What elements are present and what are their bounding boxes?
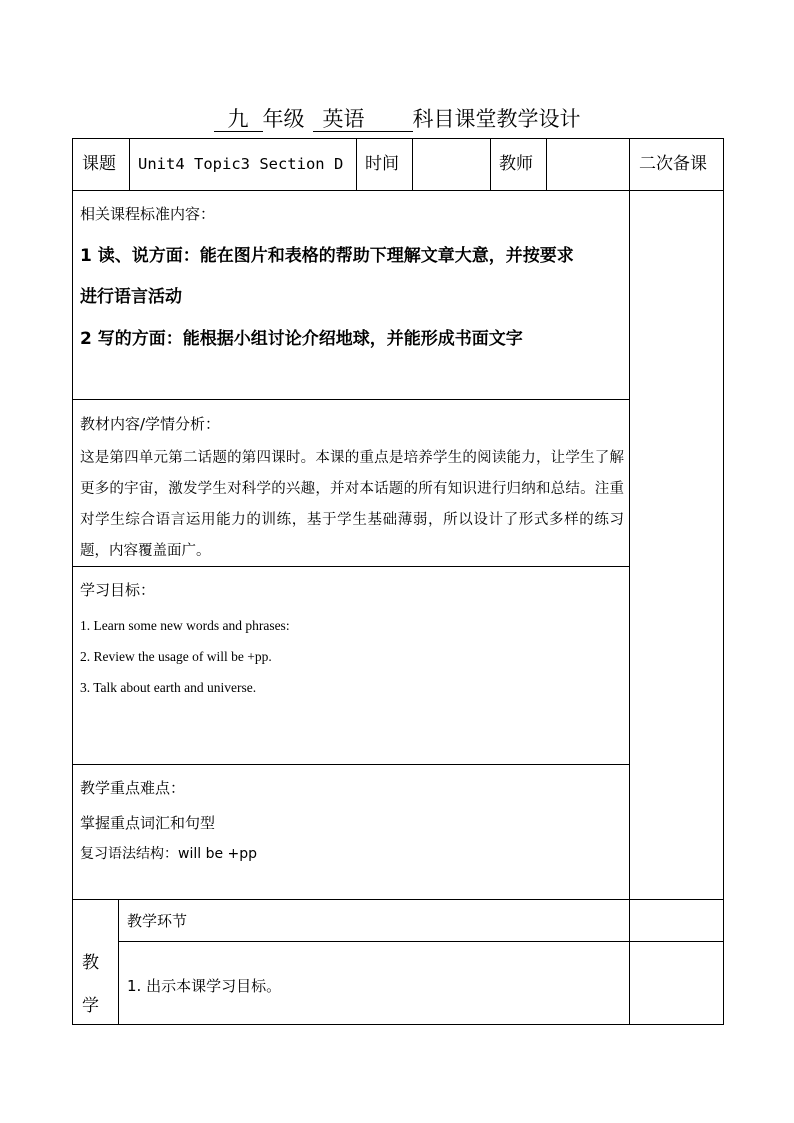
title-grade-label: 年级 bbox=[262, 107, 305, 131]
standards-heading: 相关课程标准内容： bbox=[80, 205, 216, 223]
title-grade: 九 bbox=[214, 107, 263, 132]
objective-item: 1. Learn some new words and phrases: bbox=[80, 618, 290, 633]
topic-label: 课题 bbox=[82, 154, 116, 174]
analysis-text: 这是第四单元第二话题的第四课时。本课的重点是培养学生的阅读能力，让学生了解更多的宇宙，激发学生对科学的兴趣，并对本话题的所有知识进行归纳和总结。注重对学生综合语言运用能力的训练，基于学生基础薄弱，所以设计了形式多样的练习题，内容覆盖面广。 bbox=[80, 450, 624, 559]
process-step-1: 1. 出示本课学习目标。 bbox=[127, 977, 282, 995]
objectives-heading: 学习目标： bbox=[80, 581, 156, 599]
analysis-heading: 教材内容/学情分析： bbox=[80, 415, 221, 433]
stage-heading: 教学环节 bbox=[127, 912, 188, 930]
topic-value: Unit4 Topic3 Section D bbox=[138, 155, 344, 173]
objective-item: 2. Review the usage of will be +pp. bbox=[80, 649, 272, 664]
document-title bbox=[0, 104, 794, 134]
key-points-line-2: 复习语法结构：will be +pp bbox=[80, 846, 258, 862]
standards-line-3: 2 写的方面：能根据小组讨论介绍地球，并能形成书面文字 bbox=[80, 329, 523, 349]
title-subject: 英语 bbox=[313, 107, 413, 132]
key-points-heading: 教学重点难点： bbox=[80, 779, 186, 797]
time-label: 时间 bbox=[365, 154, 399, 174]
standards-line-1: 1 读、说方面：能在图片和表格的帮助下理解文章大意，并按要求 bbox=[80, 246, 574, 266]
second-prep-label: 二次备课 bbox=[639, 154, 707, 174]
key-points-line-1: 掌握重点词汇和句型 bbox=[80, 814, 216, 832]
lesson-plan-table bbox=[72, 138, 724, 1025]
title-suffix: 科目课堂教学设计 bbox=[412, 107, 581, 131]
standards-line-2: 进行语言活动 bbox=[80, 287, 182, 307]
objective-item: 3. Talk about earth and universe. bbox=[80, 680, 257, 695]
process-side-label-1: 教 bbox=[82, 953, 99, 973]
process-side-label-2: 学 bbox=[82, 996, 99, 1016]
teacher-label: 教师 bbox=[499, 154, 533, 174]
